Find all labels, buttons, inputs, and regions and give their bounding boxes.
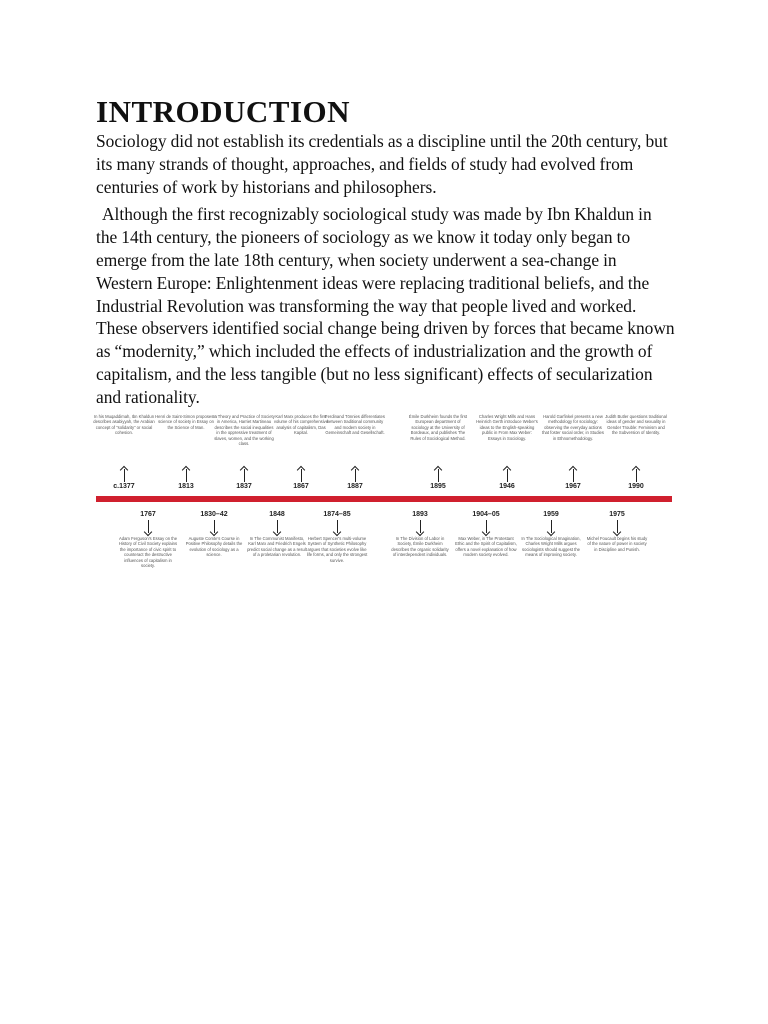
event-description: Judith Butler questions traditional ideas of gender and sexuality in Gender Trouble: Feminism and the Subversion of Identity. xyxy=(605,414,667,436)
timeline-event xyxy=(389,510,451,576)
paragraph: Sociology did not establish its credentials as a discipline until the 20th century, but its many strands of thought, approaches, and fields of study had evolved from centuries of work by historians and philosophers. xyxy=(96,131,668,197)
event-description: Henri de Saint-Simon proposes a science of society in Essay on the Science of Man. xyxy=(155,414,217,430)
arrow-up-icon xyxy=(181,466,191,482)
timeline-event xyxy=(246,510,308,576)
event-year: 1893 xyxy=(412,511,428,518)
event-description: In Theory and Practice of Society in America, Harriet Martineau describes the social inequalities in the oppressive treatment of slaves, women, and the working class. xyxy=(213,414,275,447)
arrow-up-icon xyxy=(433,466,443,482)
event-year: 1887 xyxy=(347,483,363,490)
event-description: In The Communist Manifesto, Karl Marx and Friedrich Engels predict social change as a result of a proletarian revolution. xyxy=(247,536,307,558)
event-year: 1895 xyxy=(430,483,446,490)
event-year: 1830–42 xyxy=(200,511,228,518)
event-year: 1813 xyxy=(178,483,194,490)
sociology-timeline xyxy=(93,408,672,584)
timeline-event xyxy=(605,414,667,492)
event-year: c.1377 xyxy=(113,483,135,490)
paragraph: Although the first recognizably sociological study was made by Ibn Khaldun in the 14th century, the pioneers of sociology as we know it today only began to emerge from the late 18th century, when society underwent a sea-change in Western Europe: Enlightenment ideas were replacing traditional beliefs, and the Industrial Revolution was transforming the way that people lived and worked. These observers identified social change being driven by forces that became known as “modernity,” which included the effects of industrialization and the growth of capitalism, and the less tangible (but no less significant) effects of secularization and rationality. xyxy=(96,204,675,407)
timeline-event xyxy=(306,510,368,576)
timeline-event xyxy=(183,510,245,576)
document-body xyxy=(96,94,676,414)
arrow-down-icon xyxy=(272,520,282,536)
timeline-event xyxy=(117,510,179,576)
timeline-event xyxy=(93,414,155,492)
event-description: Michel Foucault begins his study of the nature of power in society in Discipline and Punish. xyxy=(586,536,648,552)
event-year: 1767 xyxy=(140,511,156,518)
arrow-down-icon xyxy=(332,520,342,536)
arrow-up-icon xyxy=(631,466,641,482)
page-title: INTRODUCTION xyxy=(96,94,351,129)
timeline-event xyxy=(586,510,648,576)
event-description: Karl Marx produces the first volume of his comprehensive analysis of capitalism, Das Kapital. xyxy=(273,414,329,436)
event-year: 1848 xyxy=(269,511,285,518)
event-year: 1967 xyxy=(565,483,581,490)
event-year: 1975 xyxy=(609,511,625,518)
arrow-up-icon xyxy=(119,466,129,482)
arrow-up-icon xyxy=(350,466,360,482)
timeline-event xyxy=(476,414,538,492)
timeline-event xyxy=(455,510,517,576)
event-description: In his Muqaddimah, Ibn Khaldun describes asabiyyah, the Arabian concept of “solidarity” or social cohesion. xyxy=(93,414,155,436)
event-year: 1946 xyxy=(499,483,515,490)
timeline-event xyxy=(520,510,582,576)
event-description: Ferdinand Tönnies differentiates between traditional community and modern society in Gemeinschaft and Gesellschaft. xyxy=(325,414,385,436)
arrow-up-icon xyxy=(296,466,306,482)
event-year: 1904–05 xyxy=(472,511,500,518)
event-description: Charles Wright Mills and Hans Heinrich Gerth introduce Weber's ideas to the English-speaking public in From Max Weber: Essays in Sociology. xyxy=(476,414,538,441)
event-description: Harold Garfinkel presents a new methodology for sociology: observing the everyday actions that foster social order, in Studies in Ethnomethodology. xyxy=(542,414,604,441)
arrow-up-icon xyxy=(239,466,249,482)
timeline-event xyxy=(270,414,332,492)
event-description: Adam Ferguson's Essay on the History of Civil Society explains the importance of civic spirit to counteract the destructive influences of capitalism in society. xyxy=(118,536,178,569)
event-year: 1959 xyxy=(543,511,559,518)
timeline-event xyxy=(407,414,469,492)
timeline-event xyxy=(324,414,386,492)
event-description: Émile Durkheim founds the first European department of sociology at the University of Bordeaux, and publishes The Rules of Sociological Method. xyxy=(408,414,468,441)
event-year: 1874–85 xyxy=(323,511,351,518)
arrow-down-icon xyxy=(546,520,556,536)
arrow-up-icon xyxy=(502,466,512,482)
event-description: Max Weber, in The Protestant Ethic and the Spirit of Capitalism, offers a novel explanation of how modern society evolved. xyxy=(455,536,517,558)
event-description: In The Sociological Imagination, Charles Wright Mills argues sociologists should suggest the means of improving society. xyxy=(521,536,581,558)
event-description: In The Division of Labor in Society, Émile Durkheim describes the organic solidarity of interdependent individuals. xyxy=(391,536,449,558)
arrow-down-icon xyxy=(143,520,153,536)
event-year: 1837 xyxy=(236,483,252,490)
timeline-event xyxy=(155,414,217,492)
timeline-bar xyxy=(96,496,672,502)
event-year: 1990 xyxy=(628,483,644,490)
arrow-down-icon xyxy=(612,520,622,536)
timeline-event xyxy=(213,414,275,492)
arrow-down-icon xyxy=(209,520,219,536)
event-description: Herbert Spencer's multi-volume System of Synthetic Philosophy argues that societies evolve like life forms, and only the strongest survive. xyxy=(306,536,368,563)
arrow-down-icon xyxy=(415,520,425,536)
event-description: Auguste Comte's Course in Positive Philosophy details the evolution of sociology as a science. xyxy=(185,536,243,558)
event-year: 1867 xyxy=(293,483,309,490)
timeline-event xyxy=(542,414,604,492)
arrow-up-icon xyxy=(568,466,578,482)
arrow-down-icon xyxy=(481,520,491,536)
